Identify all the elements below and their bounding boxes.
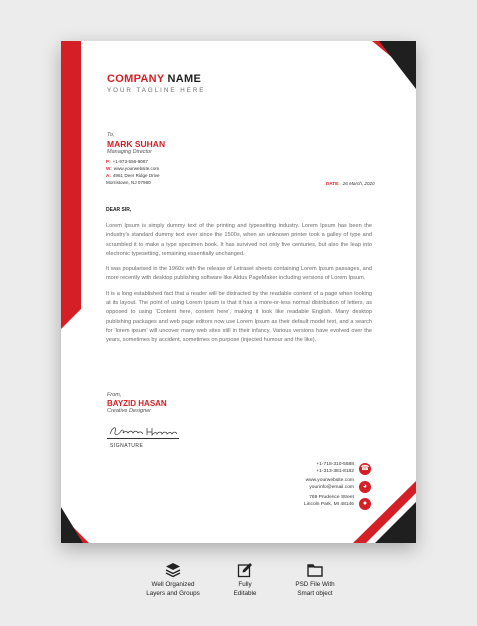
from-label: From, bbox=[107, 392, 122, 398]
recipient-name: MARK SUHAN bbox=[107, 139, 166, 149]
body-paragraph: It was popularised in the 1960s with the release of Letraset sheets containing Lorem Ipsum passages, and more recently with desktop publishing software like Aldus PageMaker including versions of Lorem Ipsum. bbox=[106, 266, 372, 282]
date-label: DATE: bbox=[326, 181, 340, 186]
footer-phone-2: +1-313-381-8182 bbox=[316, 468, 354, 474]
recipient-contact bbox=[106, 158, 160, 186]
recipient-address-row-2 bbox=[106, 179, 160, 186]
salutation: DEAR SIR, bbox=[106, 207, 132, 213]
to-label: To, bbox=[107, 132, 115, 138]
footer-address-2: Lincoln Park, MI 48146 bbox=[303, 501, 354, 507]
feature-layers-line2: Layers and Groups bbox=[146, 589, 200, 597]
recipient-phone-row bbox=[106, 158, 160, 165]
feature-psd-line1: PSD File With bbox=[295, 581, 335, 588]
letter-date bbox=[326, 181, 375, 186]
address-label: A: bbox=[106, 173, 111, 178]
left-red-stripe bbox=[61, 41, 81, 329]
letterhead-page bbox=[61, 41, 416, 543]
feature-layers bbox=[143, 562, 203, 598]
phone-label: P: bbox=[106, 159, 111, 164]
phone-icon: ☎ bbox=[359, 463, 371, 475]
feature-strip bbox=[0, 562, 477, 626]
date-value: 26 March, 2020 bbox=[342, 181, 375, 186]
company-tagline: YOUR TAGLINE HERE bbox=[107, 87, 206, 94]
feature-editable bbox=[220, 562, 270, 598]
footer-address-1: 769 Prudence Street bbox=[309, 494, 354, 500]
recipient-address-line2: Morristown, NJ 07960 bbox=[106, 180, 151, 185]
brand-block bbox=[107, 73, 205, 94]
feature-editable-line1: Fully bbox=[238, 581, 252, 588]
footer-email: yourinfo@email.com bbox=[309, 485, 354, 491]
feature-psd bbox=[285, 562, 345, 598]
signature-label: SIGNATURE bbox=[110, 443, 144, 449]
company-name-accent: COMPANY bbox=[107, 73, 165, 85]
recipient-address-line1: 4961 Deer Ridge Drive bbox=[112, 173, 160, 178]
letter-body bbox=[106, 222, 372, 352]
body-paragraph: It is a long established fact that a reader will be distracted by the readable content of a page when looking at its layout. The point of using Lorem Ipsum is that it has a more-or-less normal distribution of letters, as opposed to using 'Content here, content here', making it look like readable English. Many desktop publishing packages and web page editors now use Lorem Ipsum as their default model text, and a search for 'lorem ipsum' will uncover many web sites still in their infancy. Various versions have evolved over the years, sometimes by accident, sometimes on purpose (injected humour and the like). bbox=[106, 290, 372, 344]
recipient-phone: +1-973-556-9087 bbox=[112, 159, 148, 164]
footer-address bbox=[304, 495, 354, 508]
recipient-title: Managing Director bbox=[107, 149, 152, 155]
signature-line bbox=[107, 438, 179, 439]
sender-name: BAYZID HASAN bbox=[107, 399, 167, 408]
location-pin-icon: ● bbox=[359, 498, 371, 510]
web-label: W: bbox=[106, 166, 112, 171]
recipient-address-row bbox=[106, 172, 160, 179]
sender-title: Creative Designer bbox=[107, 408, 152, 414]
footer-phones bbox=[304, 462, 354, 475]
sender-block bbox=[107, 392, 167, 414]
recipient-web-row bbox=[106, 165, 160, 172]
edit-icon bbox=[237, 562, 253, 578]
footer-contact bbox=[304, 462, 354, 511]
company-name bbox=[107, 73, 205, 85]
footer-website: www.yourwebsite.com bbox=[305, 478, 354, 484]
globe-icon: ◕ bbox=[359, 481, 371, 493]
folder-icon bbox=[307, 562, 323, 578]
footer-online bbox=[304, 478, 354, 491]
body-paragraph: Lorem Ipsum is simply dummy text of the printing and typesetting industry. Lorem Ipsum has been the industry's standard dummy text ever since the 1500s, when an unknown printer took a galley of type and scrambled it to make a type specimen book. It has survived not only five centuries, but also the leap into electronic typesetting, remaining essentially unchanged. bbox=[106, 223, 372, 257]
recipient-block bbox=[107, 132, 165, 155]
feature-layers-line1: Well Organized bbox=[151, 581, 195, 588]
recipient-web: www.yourwebsite.com bbox=[113, 166, 160, 171]
feature-psd-line2: Smart object bbox=[297, 589, 333, 597]
layers-icon bbox=[165, 562, 181, 578]
footer-phone-1: +1-718-310-5588 bbox=[316, 462, 354, 467]
company-name-rest: NAME bbox=[167, 73, 202, 85]
feature-editable-line2: Editable bbox=[233, 589, 257, 597]
